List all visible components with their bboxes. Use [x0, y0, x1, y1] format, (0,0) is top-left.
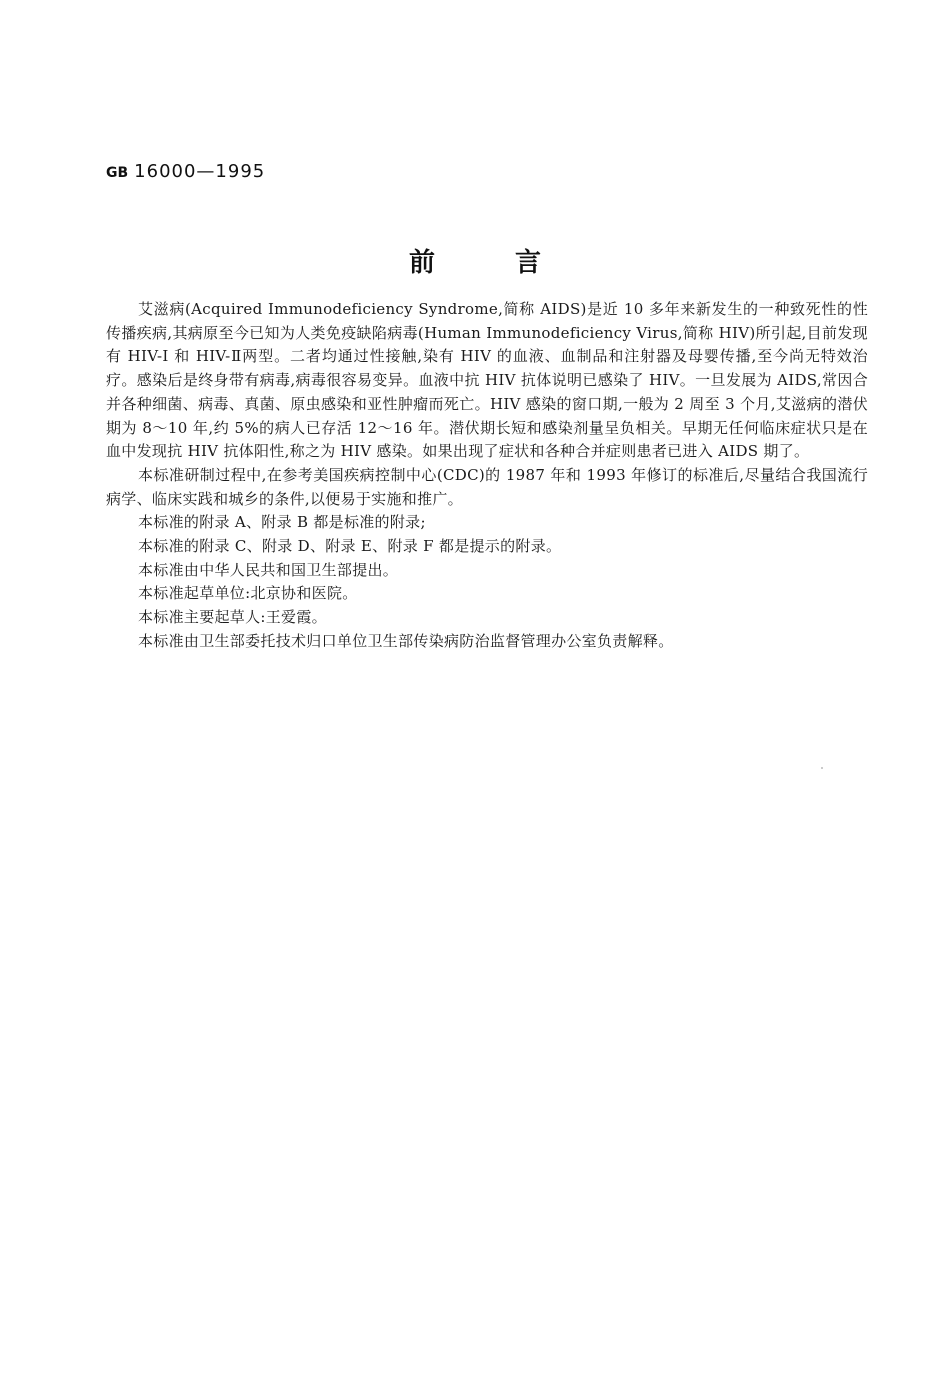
standard-prefix: GB [106, 165, 129, 181]
paragraph-development: 本标准研制过程中,在参考美国疾病控制中心(CDC)的 1987 年和 1993 年修订的标准后,尽量结合我国流行病学、临床实践和城乡的条件,以便易于实施和推广。 [106, 465, 868, 508]
page-title: 前言 [408, 248, 621, 278]
standard-code [106, 161, 265, 182]
scan-speck [821, 767, 823, 769]
paragraph-appendix-normative: 本标准的附录 A、附录 B 都是标准的附录; [138, 513, 426, 532]
standard-number: 16000—1995 [134, 161, 266, 182]
paragraph-proposer: 本标准由中华人民共和国卫生部提出。 [138, 560, 399, 579]
paragraph-interpretation: 本标准由卫生部委托技术归口单位卫生部传染病防治监督管理办公室负责解释。 [138, 631, 674, 650]
paragraph-drafter: 本标准主要起草人:王爱霞。 [138, 608, 327, 627]
paragraph-appendix-informative: 本标准的附录 C、附录 D、附录 E、附录 F 都是提示的附录。 [138, 537, 562, 556]
paragraph-drafting-unit: 本标准起草单位:北京协和医院。 [138, 584, 358, 603]
preface-body [106, 298, 868, 654]
paragraph-intro: 艾滋病(Acquired Immunodeficiency Syndrome,简称 AIDS)是近 10 多年来新发生的一种致死性的性传播疾病,其病原至今已知为人类免疫缺陷病毒(Human Immunodeficiency Virus,简称 HIV)所引起,目前发现有 HIV-I 和 HIV-Ⅱ两型。二者均通过性接触,染有 HIV 的血液、血制品和注射器及母婴传播,至今尚无特效治疗。感染后是终身带有病毒,病毒很容易变异。血液中抗 HIV 抗体说明已感染了 HIV。一旦发展为 AIDS,常因合并各种细菌、病毒、真菌、原虫感染和亚性肿瘤而死亡。HIV 感染的窗口期,一般为 2 周至 3 个月,艾滋病的潜伏期为 8～10 年,约 5%的病人已存活 12～16 年。潜伏期长短和感染剂量呈负相关。早期无任何临床症状只是在血中发现抗 HIV 抗体阳性,称之为 HIV 感染。如果出现了症状和各种合并症则患者已进入 AIDS 期了。 [106, 300, 868, 461]
